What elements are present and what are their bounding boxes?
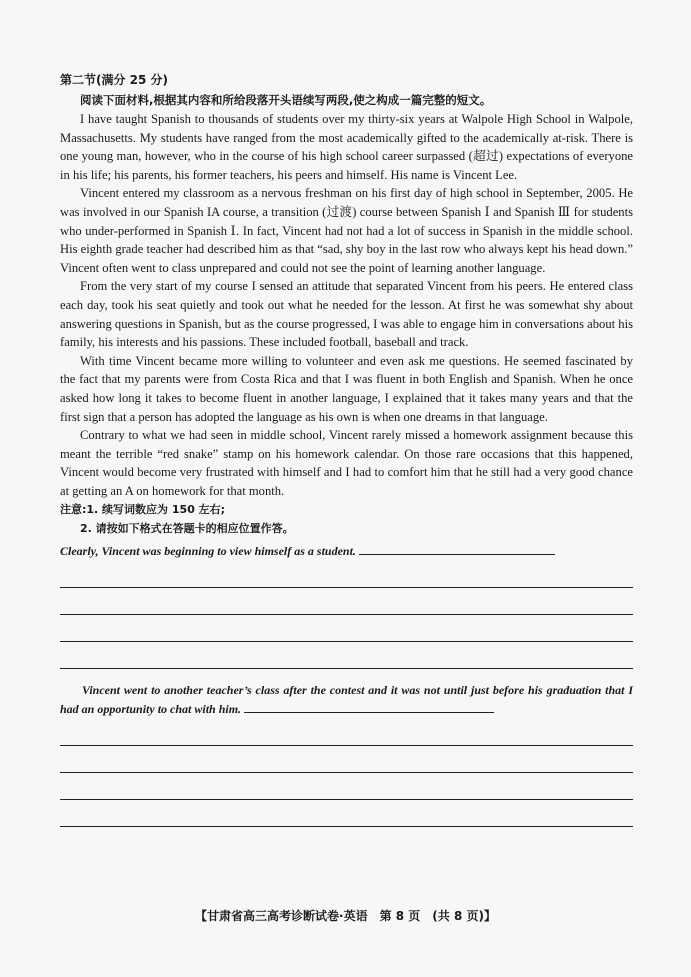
prompt-2-text: Vincent went to another teacher’s class after the contest and it was not until just before his graduation that I had an opportunity to chat with him. <box>60 683 633 717</box>
answer-line[interactable] <box>60 746 633 773</box>
answer-line[interactable] <box>60 719 633 746</box>
prompt-1-text: Clearly, Vincent was beginning to view himself as a student. <box>60 544 356 559</box>
answer-line[interactable] <box>60 615 633 642</box>
passage-paragraph: Contrary to what we had seen in middle school, Vincent rarely missed a homework assignment because this meant the terrible “red snake” stamp on his homework calendar. On those rare occasions that this happened, Vincent would become very frustrated with himself and I had to comfort him that he still had a very good chance at getting an A on homework for that month. <box>60 428 633 498</box>
answer-blank[interactable] <box>359 553 555 555</box>
notes <box>60 500 633 538</box>
continuation-prompt-1 <box>60 542 633 561</box>
section-instruction: 阅读下面材料,根据其内容和所给段落开头语续写两段,使之构成一篇完整的短文。 <box>80 93 492 107</box>
answer-line[interactable] <box>60 561 633 588</box>
answer-line[interactable] <box>60 773 633 800</box>
answer-blank[interactable] <box>244 711 494 713</box>
answer-lines-1 <box>60 561 633 669</box>
passage-paragraph: I have taught Spanish to thousands of students over my thirty-six years at Walpole High School in Walpole, Massachusetts. My students have ranged from the most academically gifted to the academically at-risk. There is one young man, however, who in the course of his high school career surpassed (超过) expectations of everyone in his life; his parents, his former teachers, his peers and himself. His name is Vincent Lee. <box>60 112 633 182</box>
page-footer: 【甘肃省高三高考诊断试卷·英语 第 8 页 (共 8 页)】 <box>195 909 496 923</box>
note-word-count: 注意:1. 续写词数应为 150 左右; <box>60 503 226 517</box>
passage-paragraph: Vincent entered my classroom as a nervous freshman on his first day of high school in September, 2005. He was involved in our Spanish IA course, a transition (过渡) course between Spanish Ⅰ and Spanish Ⅲ for students who under-performed in Spanish Ⅰ. In fact, Vincent had not had a lot of success in Spanish in the middle school. His eighth grade teacher had described him as that “sad, shy boy in the last row who always kept his head down.” Vincent often went to class unprepared and could not see the point of learning another language. <box>60 186 633 275</box>
note-answer-format: 2. 请按如下格式在答题卡的相应位置作答。 <box>80 522 294 536</box>
passage-paragraph: With time Vincent became more willing to volunteer and even ask me questions. He seemed fascinated by the fact that my parents were from Costa Rica and that I was fluent in both English and Spanish. When he once asked how long it takes to become fluent in another language, I explained that it takes many years and that the first sign that a person has adopted the language as his own is when one dreams in that language. <box>60 353 633 424</box>
answer-line[interactable] <box>60 800 633 827</box>
section-heading: 第二节(满分 25 分) <box>60 73 169 87</box>
answer-line[interactable] <box>60 642 633 669</box>
reading-passage <box>60 110 633 500</box>
passage-paragraph: From the very start of my course I sensed an attitude that separated Vincent from his peers. He entered class each day, took his seat quietly and took out what he needed for the lesson. At first he was somewhat shy about answering questions in Spanish, but as the course progressed, I was able to engage him in conversations about his family, his interests and his passions. These included football, baseball and track. <box>60 279 633 350</box>
answer-line[interactable] <box>60 588 633 615</box>
continuation-prompt-2 <box>60 681 633 719</box>
answer-lines-2 <box>60 719 633 827</box>
